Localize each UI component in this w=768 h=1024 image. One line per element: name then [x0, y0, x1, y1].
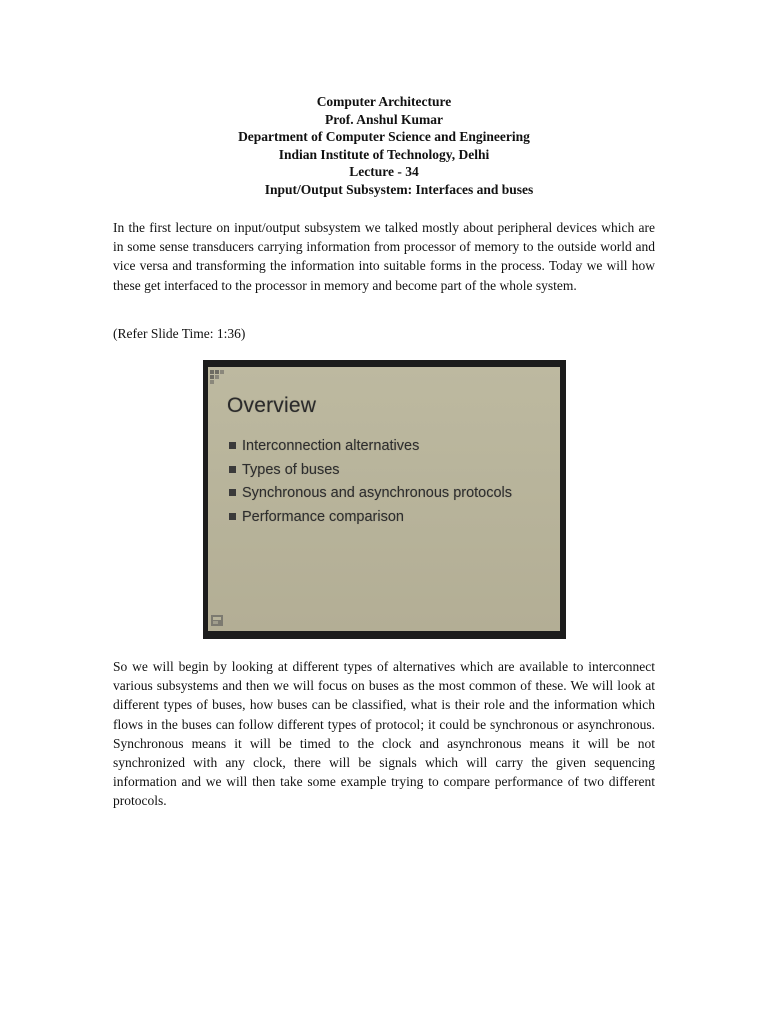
- square-bullet-icon: [229, 489, 236, 496]
- department-name: Department of Computer Science and Engineering: [238, 129, 530, 144]
- slide-time-reference: (Refer Slide Time: 1:36): [113, 326, 246, 341]
- slide-bullet-item: [229, 435, 512, 459]
- square-bullet-icon: [229, 466, 236, 473]
- slide-title: Overview: [227, 394, 317, 417]
- lecture-topic: Input/Output Subsystem: Interfaces and buses: [264, 181, 534, 197]
- lecture-number: Lecture - 34: [349, 164, 419, 179]
- institute-name: Indian Institute of Technology, Delhi: [278, 146, 490, 162]
- slide-content: [208, 367, 560, 631]
- slide-bullet-item: [229, 482, 512, 506]
- professor-name: Prof. Anshul Kumar: [325, 111, 443, 127]
- slide-screenshot: [203, 360, 566, 639]
- slide-logo-icon: [210, 612, 226, 628]
- slide-bullet-item: [229, 459, 512, 483]
- lecture-header: [0, 93, 768, 198]
- intro-paragraph: In the first lecture on input/output subsystem we talked mostly about peripheral devices which are in some sense transducers carrying information from processor of memory to the outside world and vice versa and transforming the information into suitable forms in the process. Today we will how these get interfaced to the processor in memory and become part of the whole system.: [113, 220, 655, 293]
- slide-bullet-text: Performance comparison: [242, 509, 404, 526]
- course-title: Computer Architecture: [316, 94, 452, 109]
- slide-bullet-item: [229, 506, 512, 530]
- slide-bullet-list: [229, 435, 512, 530]
- slide-bullet-text: Synchronous and asynchronous protocols: [242, 485, 513, 502]
- body-paragraph: So we will begin by looking at different types of alternatives which are available to interconnect various subsystems and then we will focus on buses as the most common of these. We will look at different types of buses, how buses can be classified, what is their role and the information which flows in the buses can follow different types of protocol; it could be synchronous or asynchronous. Synchronous means it will be timed to the clock and asynchronous means it will be not synchronized with any clock, there will be signals which will carry the given sequencing information and we will then take some example trying to compare performance of two different protocols.: [113, 659, 655, 809]
- square-bullet-icon: [229, 513, 236, 520]
- slide-corner-decoration: [210, 370, 224, 384]
- slide-bullet-text: Interconnection alternatives: [242, 438, 420, 454]
- square-bullet-icon: [229, 442, 236, 449]
- slide-bullet-text: Types of buses: [242, 461, 340, 478]
